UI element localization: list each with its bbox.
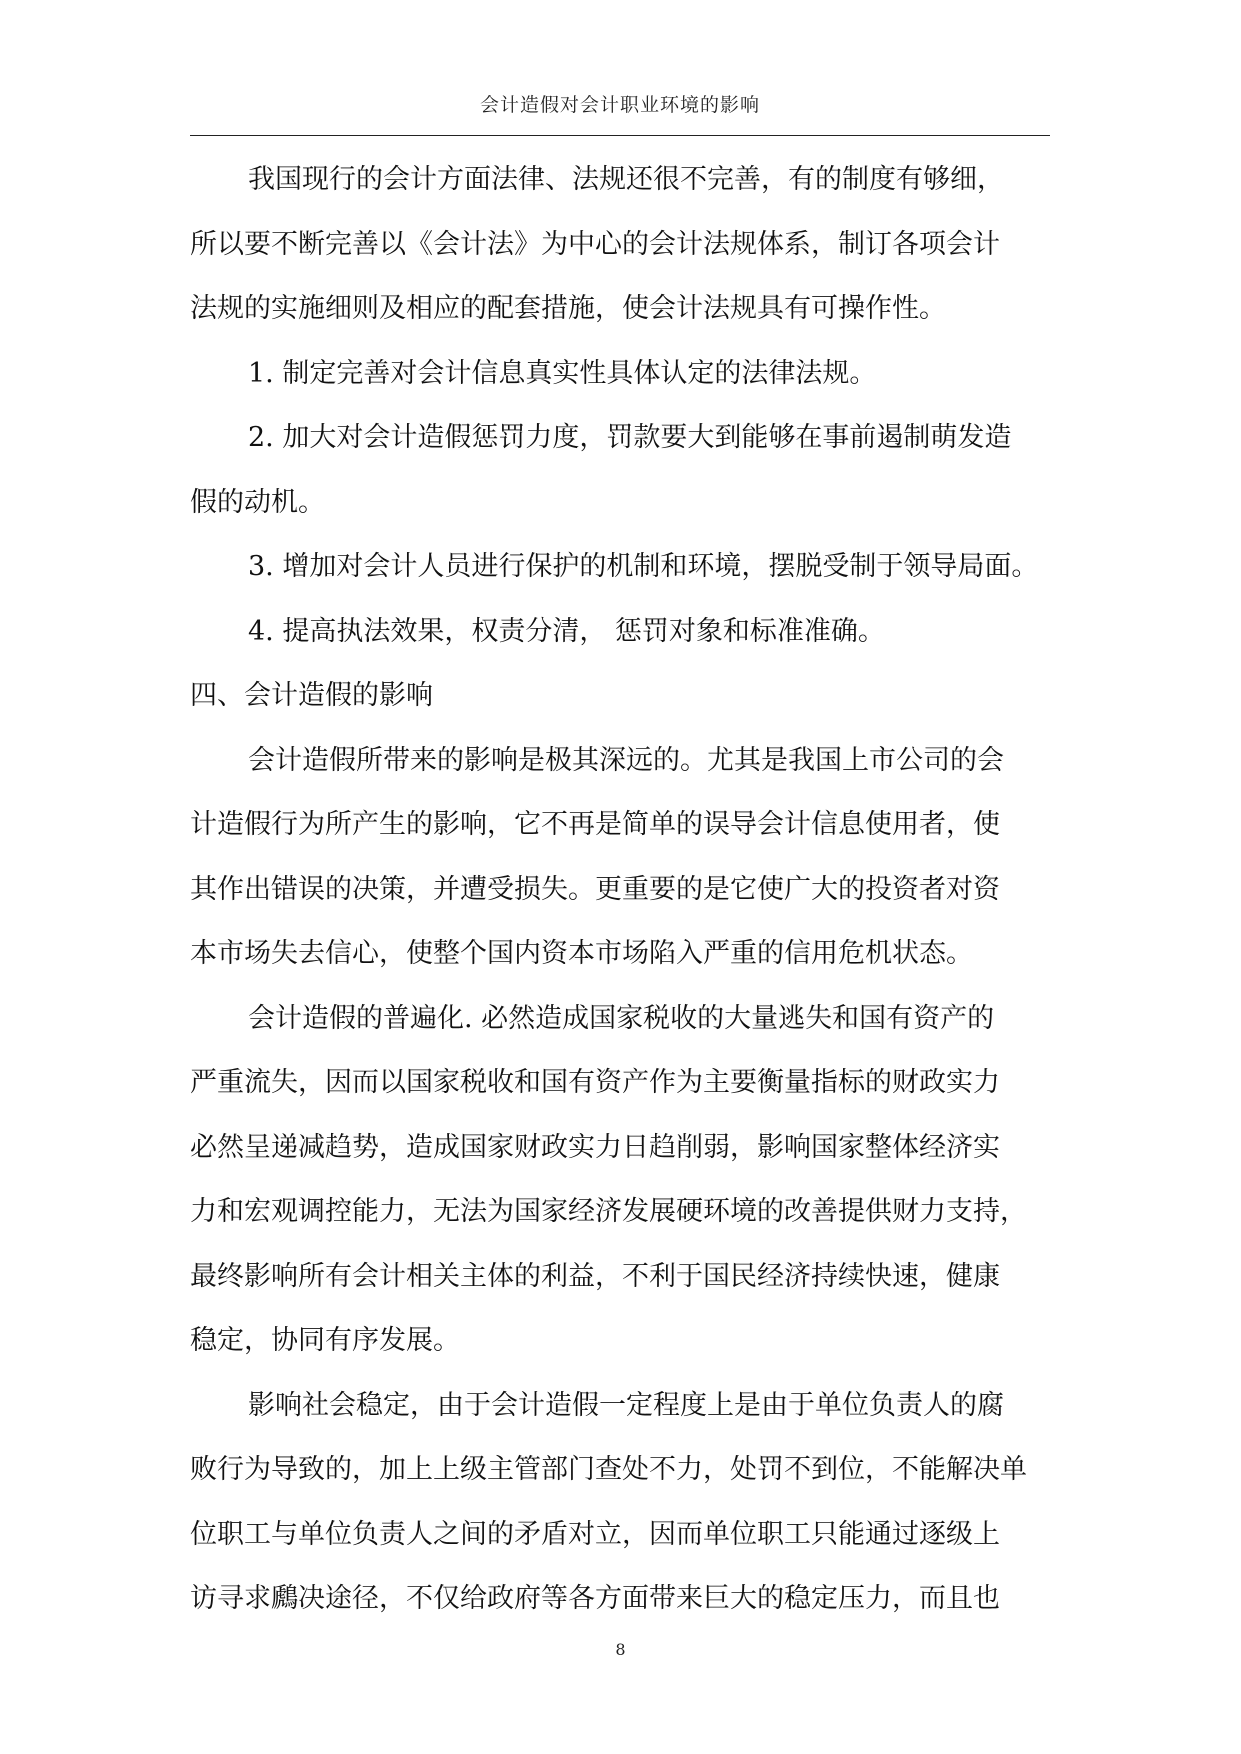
paragraph-line: 力和宏观调控能力，无法为国家经济发展硬环境的改善提供财力支持， xyxy=(190,1196,1027,1227)
paragraph-line: 位职工与单位负责人之间的矛盾对立，因而单位职工只能通过逐级上 xyxy=(190,1518,1000,1550)
list-item: 1. 制定完善对会计信息真实性具体认定的法律法规。 xyxy=(248,357,877,389)
paragraph-line: 败行为导致的，加上上级主管部门查处不力，处罚不到位，不能解决单 xyxy=(190,1454,1027,1485)
list-item: 2. 加大对会计造假惩罚力度，罚款要大到能够在事前遏制萌发造 xyxy=(248,422,1012,453)
paragraph-line: 最终影响所有会计相关主体的利益，不利于国民经济持续快速，健康 xyxy=(190,1260,1000,1292)
paragraph-line: 法规的实施细则及相应的配套措施，使会计法规具有可操作性。 xyxy=(190,293,946,324)
paragraph-line: 会计造假的普遍化. 必然造成国家税收的大量逃失和国有资产的 xyxy=(248,1002,995,1034)
paragraph-line: 必然呈递减趋势，造成国家财政实力日趋削弱，影响国家整体经济实 xyxy=(190,1131,1000,1163)
paragraph-line: 本市场失去信心，使整个国内资本市场陷入严重的信用危机状态。 xyxy=(190,938,973,969)
paragraph-line: 严重流失，因而以国家税收和国有资产作为主要衡量指标的财政实力 xyxy=(190,1067,1000,1098)
paragraph-line: 稳定，协同有序发展。 xyxy=(190,1325,460,1356)
paragraph-line: 我国现行的会计方面法律、法规还很不完善，有的制度有够细， xyxy=(248,164,1004,195)
document-body xyxy=(190,148,1050,1632)
paragraph-line: 其作出错误的决策，并遭受损失。更重要的是它使广大的投资者对资 xyxy=(190,873,1000,905)
paragraph-line: 会计造假所带来的影响是极其深远的。尤其是我国上市公司的会 xyxy=(248,744,1004,776)
paragraph-line: 所以要不断完善以《会计法》为中心的会计法规体系，制订各项会计 xyxy=(190,228,1000,260)
list-item: 4. 提高执法效果，权责分清， 惩罚对象和标准准确。 xyxy=(248,615,885,647)
list-item-continuation: 假的动机。 xyxy=(190,486,325,518)
paragraph-line: 计造假行为所产生的影响，它不再是简单的误导会计信息使用者，使 xyxy=(190,809,1000,840)
list-item: 3. 增加对会计人员进行保护的机制和环境，摆脱受制于领导局面。 xyxy=(248,551,1039,582)
page-number: 8 xyxy=(615,1640,626,1659)
header-divider xyxy=(190,135,1050,136)
paragraph-line: 访寻求鷉决途径，不仅给政府等各方面带来巨大的稳定压力，而且也 xyxy=(190,1583,1000,1614)
running-header: 会计造假对会计职业环境的影响 xyxy=(479,94,760,116)
paragraph-line: 影响社会稳定，由于会计造假一定程度上是由于单位负责人的腐 xyxy=(248,1389,1004,1421)
section-heading: 四、会计造假的影响 xyxy=(190,680,433,711)
